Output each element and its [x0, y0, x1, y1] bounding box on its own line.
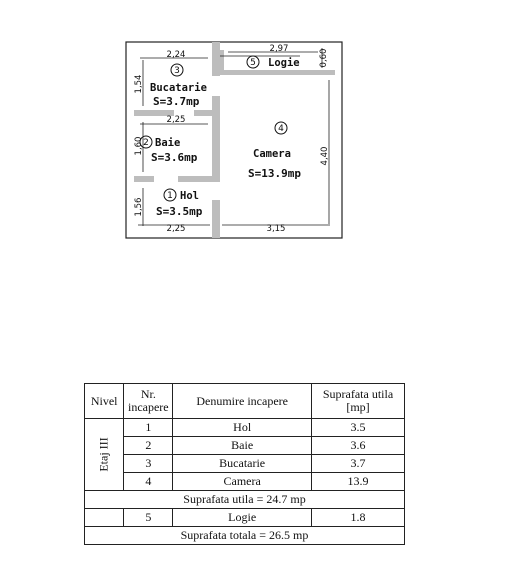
dim-room-width: 3,15: [266, 224, 286, 234]
header-level: Nivel: [85, 384, 124, 419]
cell-nr: 5: [124, 509, 173, 527]
cell-area: 13.9: [312, 473, 405, 491]
room-area-bucatarie: S=3.7mp: [153, 95, 200, 108]
header-useful-area: [312, 384, 405, 419]
balcony-row: [85, 509, 405, 527]
cell-area: 1.8: [312, 509, 405, 527]
room-number-3-text: 3: [174, 66, 180, 76]
room-label-baie: Baie: [155, 137, 181, 149]
room-label-logie: Logie: [268, 57, 300, 69]
cell-area: 3.6: [312, 437, 405, 455]
dim-room-height: 4,40: [320, 146, 330, 166]
level-cell: [85, 419, 124, 491]
header-useful-area-line2: [mp]: [346, 400, 370, 414]
dim-kitchen-width: 2,24: [166, 50, 186, 60]
table-row: [85, 419, 405, 437]
table-row: [85, 455, 405, 473]
room-area-table: [84, 383, 405, 545]
cell-nr: 2: [124, 437, 173, 455]
dim-kitchen-height: 1,54: [134, 74, 144, 94]
grand-total-row: [85, 527, 405, 545]
dim-bath-width: 2,25: [166, 115, 186, 125]
room-number-2-text: 2: [143, 138, 149, 148]
cell-name: Hol: [173, 419, 312, 437]
room-label-bucatarie: Bucatarie: [150, 82, 207, 94]
header-room-name: Denumire incapere: [173, 384, 312, 419]
header-room-number: [124, 384, 173, 419]
cell-name: Baie: [173, 437, 312, 455]
room-area-camera: S=13.9mp: [248, 167, 301, 180]
room-number-1-text: 1: [167, 191, 173, 201]
room-area-baie: S=3.6mp: [151, 151, 198, 164]
dim-bath-height: 1,60: [134, 136, 144, 156]
room-number-4-text: 4: [278, 124, 284, 134]
cell-area: 3.7: [312, 455, 405, 473]
useful-total-row: [85, 491, 405, 509]
cell-nr: 4: [124, 473, 173, 491]
balcony-level-cell: [85, 509, 124, 527]
room-label-camera: Camera: [253, 148, 291, 160]
room-area-hol: S=3.5mp: [156, 205, 203, 218]
dim-balcony-width: 2,97: [269, 44, 289, 54]
room-number-5-text: 5: [250, 58, 256, 68]
useful-total: Suprafata utila = 24.7 mp: [85, 491, 405, 509]
cell-name: Logie: [173, 509, 312, 527]
room-label-hol: Hol: [180, 190, 199, 202]
header-room-number-line2: incapere: [127, 400, 169, 414]
level-label: Etaj III: [96, 437, 111, 472]
cell-name: Camera: [173, 473, 312, 491]
cell-area: 3.5: [312, 419, 405, 437]
dim-balcony-depth: 0,60: [319, 48, 329, 68]
table-row: [85, 473, 405, 491]
header-room-number-line1: Nr.: [140, 387, 156, 401]
dim-hall-width: 2,25: [166, 224, 186, 234]
cell-name: Bucatarie: [173, 455, 312, 473]
header-useful-area-line1: Suprafata utila: [322, 387, 394, 401]
table-header-row: [85, 384, 405, 419]
table-row: [85, 437, 405, 455]
cell-nr: 1: [124, 419, 173, 437]
cell-nr: 3: [124, 455, 173, 473]
dim-hall-height: 1,56: [134, 197, 144, 217]
grand-total: Suprafata totala = 26.5 mp: [85, 527, 405, 545]
